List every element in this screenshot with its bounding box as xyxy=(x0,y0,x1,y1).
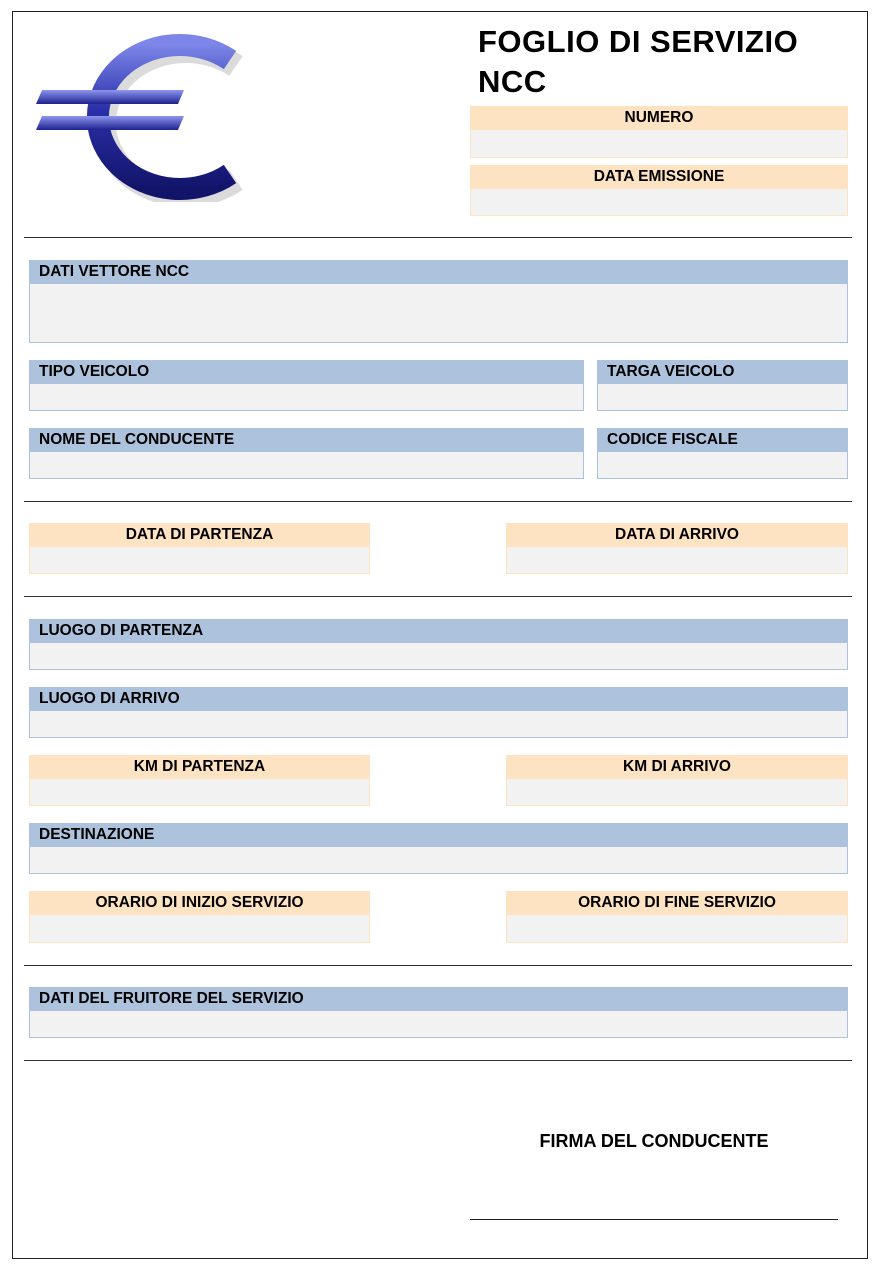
destinazione-field xyxy=(29,823,848,874)
luogo-arrivo-input[interactable] xyxy=(29,711,848,738)
title-line-1: FOGLIO DI SERVIZIO xyxy=(478,24,799,59)
tipo-veicolo-input[interactable] xyxy=(29,384,584,411)
dati-vettore-field xyxy=(29,260,848,343)
dati-fruitore-field xyxy=(29,987,848,1038)
destinazione-input[interactable] xyxy=(29,847,848,874)
firma-conducente-label: FIRMA DEL CONDUCENTE xyxy=(539,1131,769,1151)
dati-vettore-label: DATI VETTORE NCC xyxy=(29,260,848,284)
nome-conducente-input[interactable] xyxy=(29,452,584,479)
luogo-partenza-field xyxy=(29,619,848,670)
signature-line[interactable] xyxy=(470,1219,838,1220)
orario-fine-field xyxy=(506,891,848,943)
data-partenza-input[interactable] xyxy=(29,547,370,574)
dati-vettore-input[interactable] xyxy=(29,284,848,343)
dati-fruitore-input[interactable] xyxy=(29,1011,848,1038)
nome-conducente-label: NOME DEL CONDUCENTE xyxy=(29,428,584,452)
tipo-veicolo-label: TIPO VEICOLO xyxy=(29,360,584,384)
km-partenza-field xyxy=(29,755,370,806)
km-partenza-label: KM DI PARTENZA xyxy=(29,755,370,779)
luogo-partenza-label: LUOGO DI PARTENZA xyxy=(29,619,848,643)
data-emissione-field xyxy=(470,165,848,216)
euro-icon xyxy=(34,32,254,202)
orario-fine-label: ORARIO DI FINE SERVIZIO xyxy=(506,891,848,915)
data-arrivo-input[interactable] xyxy=(506,547,848,574)
divider xyxy=(24,596,852,597)
km-arrivo-field xyxy=(506,755,848,806)
orario-fine-input[interactable] xyxy=(506,915,848,943)
luogo-arrivo-field xyxy=(29,687,848,738)
title-line-2: NCC xyxy=(478,64,547,99)
data-arrivo-field xyxy=(506,523,848,574)
nome-conducente-field xyxy=(29,428,584,479)
divider xyxy=(24,1060,852,1061)
destinazione-label: DESTINAZIONE xyxy=(29,823,848,847)
km-arrivo-input[interactable] xyxy=(506,779,848,806)
codice-fiscale-label: CODICE FISCALE xyxy=(597,428,848,452)
data-emissione-input[interactable] xyxy=(470,189,848,216)
targa-veicolo-input[interactable] xyxy=(597,384,848,411)
codice-fiscale-input[interactable] xyxy=(597,452,848,479)
data-arrivo-label: DATA DI ARRIVO xyxy=(506,523,848,547)
orario-inizio-label: ORARIO DI INIZIO SERVIZIO xyxy=(29,891,370,915)
orario-inizio-field xyxy=(29,891,370,943)
numero-field xyxy=(470,106,848,158)
targa-veicolo-label: TARGA VEICOLO xyxy=(597,360,848,384)
tipo-veicolo-field xyxy=(29,360,584,411)
targa-veicolo-field xyxy=(597,360,848,411)
orario-inizio-input[interactable] xyxy=(29,915,370,943)
data-partenza-label: DATA DI PARTENZA xyxy=(29,523,370,547)
divider xyxy=(24,965,852,966)
luogo-arrivo-label: LUOGO DI ARRIVO xyxy=(29,687,848,711)
divider xyxy=(24,501,852,502)
data-emissione-label: DATA EMISSIONE xyxy=(470,165,848,189)
numero-label: NUMERO xyxy=(470,106,848,130)
luogo-partenza-input[interactable] xyxy=(29,643,848,670)
divider xyxy=(24,237,852,238)
km-partenza-input[interactable] xyxy=(29,779,370,806)
data-partenza-field xyxy=(29,523,370,574)
codice-fiscale-field xyxy=(597,428,848,479)
dati-fruitore-label: DATI DEL FRUITORE DEL SERVIZIO xyxy=(29,987,848,1011)
numero-input[interactable] xyxy=(470,130,848,158)
km-arrivo-label: KM DI ARRIVO xyxy=(506,755,848,779)
page-title xyxy=(478,22,798,102)
